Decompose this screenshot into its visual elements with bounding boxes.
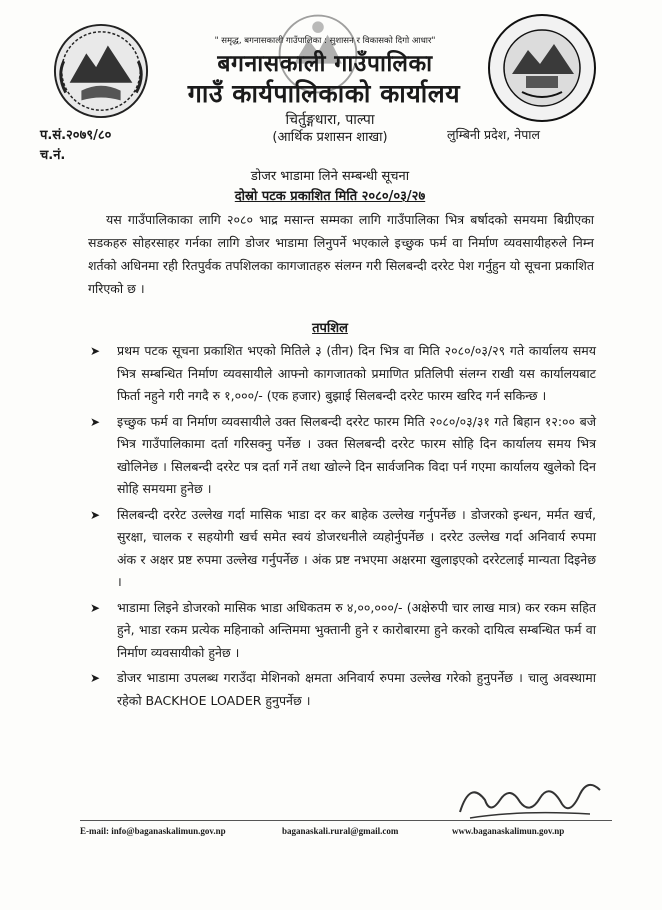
condition-item: [88, 597, 596, 665]
condition-item: [88, 411, 596, 501]
arrow-bullet-icon: ➤: [90, 600, 101, 615]
condition-text: प्रथम पटक सूचना प्रकाशित भएको मितिले ३ (तीन) दिन भित्र वा मिति २०८०/०३/२९ गते कार्यालय समय भित्र सम्बन्धित निर्माण व्यवसायीले आफ्नो कागजातको प्रमाणित प्रतिलिपी संलग्न राखी यस कार्यालयबाट फिर्ता नहुने गरी नगदै रु १,०००/- (एक हजार) बुझाई सिलबन्दी दररेट फारम खरिद गर्न सकिन्छ ।: [117, 343, 596, 403]
handwritten-signature: [440, 770, 620, 830]
municipality-name: बगनासकाली गाउँपालिका: [217, 51, 433, 77]
condition-text: सिलबन्दी दररेट उल्लेख गर्दा मासिक भाडा दर कर बाहेक उल्लेख गर्नुपर्नेछ । डोजरको इन्धन, मर्मत खर्च, सुरक्षा, चालक र सहयोगी खर्च समेत स्वयं डोजरधनीले व्यहोर्नुपर्नेछ । दररेट उल्लेख गर्दा अनिवार्य रुपमा अंक र अक्षर प्रष्ट रुपमा उल्लेख गर्नुपर्नेछ । अंक प्रष्ट नभएमा अक्षरमा खुलाइएको दररेटलाई मान्यता दिइनेछ ।: [117, 506, 596, 589]
notice-title: डोजर भाडामा लिने सम्बन्धी सूचना: [250, 169, 410, 184]
branch-name: (आर्थिक प्रशासन शाखा): [272, 130, 388, 145]
intro-paragraph: यस गाउँपालिकाका लागि २०८० भाद्र मसान्त सम्मका लागि गाउँपालिका भित्र बर्षादको समयमा बिग्रीएका सडकहरु सोहरसाहर गर्नका लागि डोजर भाडामा लिनुपर्ने भएकाले इच्छुक फर्म वा निर्माण व्यवसायीहरुले निम्न शर्तको अधिनमा रही रितपुर्वक तपशिलका कागजातहरु संलग्न गरी सिलबन्दी दररेट पेश गर्नुहुन यो सूचना प्रकाशित गरिएको छ ।: [88, 212, 594, 296]
arrow-bullet-icon: ➤: [90, 344, 101, 358]
office-name: गाउँ कार्यपालिकाको कार्यालय: [187, 79, 461, 108]
schedule-heading-text: तपशिल: [312, 321, 348, 336]
footer-gmail[interactable]: baganaskali.rural@gmail.com: [282, 826, 399, 836]
footer-divider: [80, 820, 612, 821]
office-location: चिर्तुङ्गधारा, पाल्पा: [285, 112, 375, 128]
condition-text: भाडामा लिइने डोजरको मासिक भाडा अधिकतम रु ४,००,०००/- (अक्षेरुपी चार लाख मात्र) कर रकम सहित हुने, भाडा रकम प्रत्येक महिनाको अन्तिममा भुक्तानी हुने र कारोबारमा हुने करको दायित्व सम्बन्धित फर्म वा निर्माण व्यवसायीको हुनेछ ।: [117, 599, 596, 660]
province-name: लुम्बिनी प्रदेश, नेपाल: [447, 127, 541, 142]
condition-item: [88, 340, 596, 408]
condition-item: [88, 504, 596, 594]
conditions-list: [88, 340, 596, 715]
publication-date-text: दोस्रो पटक प्रकाशित मिति २०८०/०३/२७: [234, 189, 426, 204]
condition-text: इच्छुक फर्म वा निर्माण व्यवसायीले उक्त सिलबन्दी दररेट फारम मिति २०८०/०३/३१ गते बिहान १२:०० बजे भित्र गाउँपालिकामा दर्ता गरिसक्नु पर्नेछ । उक्त सिलबन्दी दररेट फारम सोहि दिन कार्यालय समय भित्र खोलिनेछ । सिलबन्दी दररेट पत्र दर्ता गर्ने तथा खोल्ने दिन सार्वजनिक विदा पर्न गएमा कार्यालय खुलेको दिन सोहि समयमा हुनेछ ।: [117, 413, 596, 496]
publication-date: [150, 186, 510, 204]
arrow-bullet-icon: ➤: [90, 671, 101, 685]
footer-website[interactable]: www.baganaskalimun.gov.np: [452, 826, 565, 836]
footer-email[interactable]: E-mail: info@baganaskalimun.gov.np: [80, 826, 226, 836]
condition-text: डोजर भाडामा उपलब्ध गराउँदा मेशिनको क्षमता अनिवार्य रुपमा उल्लेख गरेको हुनुपर्नेछ । चालु अवस्थामा रहेको BACKHOE LOADER हुनुपर्नेछ ।: [117, 670, 596, 708]
nepal-emblem-logo: [52, 22, 150, 120]
arrow-bullet-icon: ➤: [90, 507, 101, 522]
condition-item: [88, 667, 596, 712]
dispatch-number: च.नं.: [40, 148, 66, 163]
motto-text: " समृद्ध, बगनासकाली गाउँपालिका : सुशासन र विकासको दिगो आधार": [214, 36, 436, 46]
arrow-bullet-icon: ➤: [90, 414, 101, 429]
schedule-heading: [150, 318, 510, 336]
reference-number: प.सं.२०७९/८०: [40, 128, 112, 143]
